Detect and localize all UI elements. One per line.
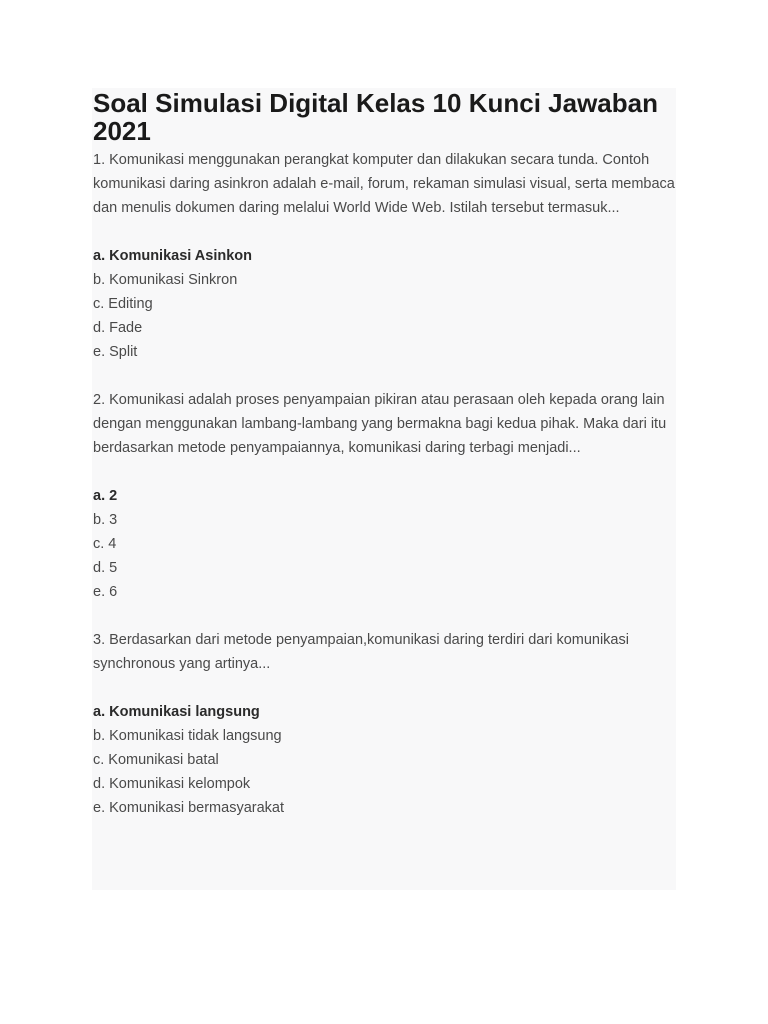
question-text: 2. Komunikasi adalah proses penyampaian pikiran atau perasaan oleh kepada orang lain dengan menggunakan lambang-lambang yang bermakna bagi kedua pihak. Maka dari itu berdasarkan metode penyampaiannya, komunikasi daring terbagi menjadi... — [93, 392, 667, 456]
answer-options — [93, 484, 677, 604]
answer-option: d. 5 — [93, 560, 118, 576]
answer-option: b. Komunikasi Sinkron — [93, 272, 238, 288]
answer-option: e. Komunikasi bermasyarakat — [93, 800, 284, 816]
answer-option: e. Split — [93, 344, 138, 360]
question-1 — [93, 148, 677, 364]
answer-option-correct: a. 2 — [93, 488, 118, 504]
answer-option: c. 4 — [93, 536, 117, 552]
answer-option-correct: a. Komunikasi Asinkon — [93, 248, 252, 264]
answer-option: e. 6 — [93, 584, 118, 600]
answer-option: c. Editing — [93, 296, 153, 312]
article-content — [93, 88, 677, 844]
answer-option: c. Komunikasi batal — [93, 752, 219, 768]
question-2 — [93, 388, 677, 604]
answer-options — [93, 700, 677, 820]
question-text: 3. Berdasarkan dari metode penyampaian,komunikasi daring terdiri dari komunikasi synchronous yang artinya... — [93, 632, 629, 672]
answer-options — [93, 244, 677, 364]
answer-option: b. Komunikasi tidak langsung — [93, 728, 282, 744]
answer-option-correct: a. Komunikasi langsung — [93, 704, 260, 720]
answer-option: b. 3 — [93, 512, 118, 528]
page-title: Soal Simulasi Digital Kelas 10 Kunci Jawaban 2021 — [93, 88, 658, 146]
answer-option: d. Fade — [93, 320, 143, 336]
question-3 — [93, 628, 677, 820]
question-text: 1. Komunikasi menggunakan perangkat komputer dan dilakukan secara tunda. Contoh komunikasi daring asinkron adalah e-mail, forum, rekaman simulasi visual, serta membaca dan menulis dokumen daring melalui World Wide Web. Istilah tersebut termasuk... — [93, 152, 675, 216]
answer-option: d. Komunikasi kelompok — [93, 776, 251, 792]
